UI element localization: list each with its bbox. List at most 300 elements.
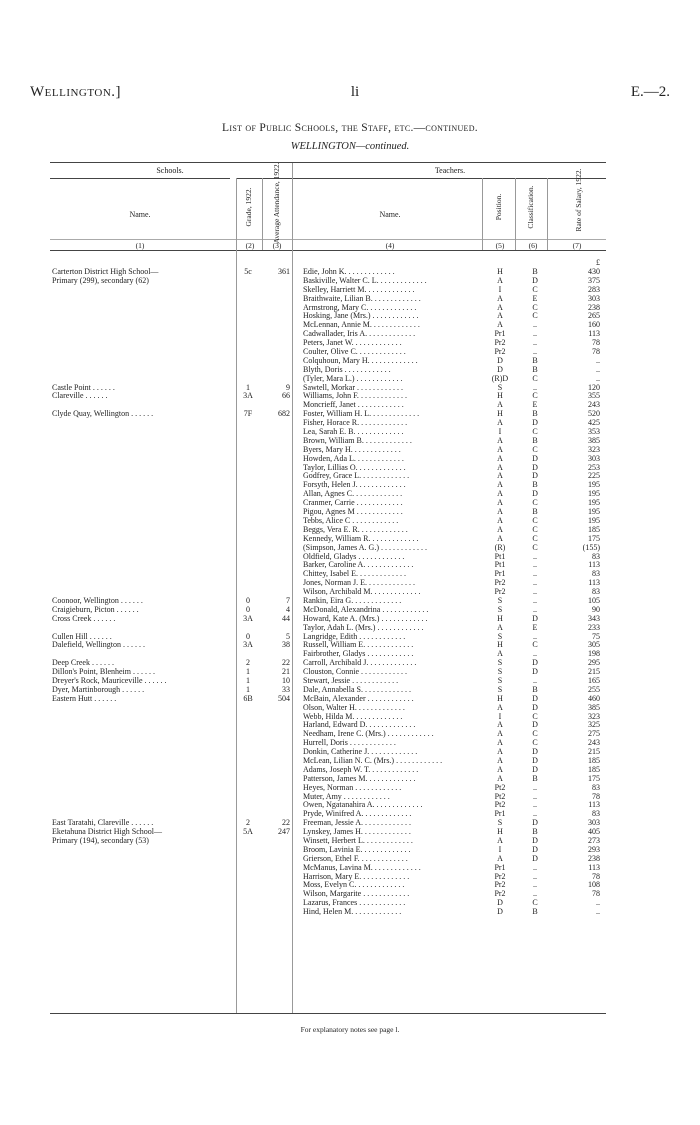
- teacher-salary: 355: [588, 391, 600, 401]
- teacher-name: Lazarus, Frances . .: [303, 899, 483, 908]
- header-school-name: Name.: [129, 210, 151, 219]
- teacher-position: A: [497, 702, 503, 712]
- teacher-position: A: [497, 755, 503, 765]
- header-schools: Schools.: [156, 166, 184, 175]
- teacher-position: A: [497, 462, 503, 472]
- teacher-salary: 195: [588, 498, 600, 508]
- teacher-name: Jones, Norman J. E. . .: [303, 579, 483, 588]
- teacher-name: Webb, Hilda M. . .: [303, 713, 483, 722]
- teacher-classification: ..: [533, 631, 537, 641]
- teacher-position: A: [497, 293, 503, 303]
- teacher-classification: B: [532, 684, 538, 694]
- teacher-name: Moss, Evelyn C. . .: [303, 881, 483, 890]
- school-grade: 0: [246, 631, 250, 641]
- teacher-classification: D: [532, 471, 538, 481]
- school-grade: 3A: [243, 613, 253, 623]
- teacher-name: Donkin, Catherine J. . .: [303, 748, 483, 757]
- teacher-name: Hurrell, Doris . .: [303, 739, 483, 748]
- teacher-salary: 185: [588, 764, 600, 774]
- teacher-position: Pr1: [494, 569, 506, 579]
- school-grade: 7F: [243, 409, 253, 419]
- rule-header-bottom: [50, 250, 606, 251]
- teacher-classification: D: [532, 755, 538, 765]
- teacher-name: Grierson, Ethel F. . .: [303, 855, 483, 864]
- teacher-salary: ..: [596, 907, 600, 917]
- teacher-classification: D: [532, 658, 538, 668]
- teacher-position: I: [498, 844, 502, 854]
- table-row: [0, 357, 700, 366]
- teacher-position: (R): [494, 542, 506, 552]
- average-attendance: 22: [282, 818, 290, 828]
- teacher-name: Hosking, Jane (Mrs.) . .: [303, 312, 483, 321]
- teacher-position: S: [497, 382, 503, 392]
- teacher-position: A: [497, 489, 503, 499]
- teacher-salary: 113: [588, 560, 600, 570]
- teacher-position: Pr2: [494, 889, 506, 899]
- teacher-name: Olson, Walter H. . .: [303, 704, 483, 713]
- teacher-salary: 195: [588, 480, 600, 490]
- teacher-salary: (155): [582, 542, 600, 552]
- teacher-salary: 165: [588, 675, 600, 685]
- average-attendance: 9: [286, 382, 290, 392]
- teacher-name: Pigou, Agnes M . .: [303, 508, 483, 517]
- teacher-salary: ..: [596, 364, 600, 374]
- teacher-name: Brown, William B. . .: [303, 437, 483, 446]
- teacher-name: Dale, Annabella S. . .: [303, 686, 483, 695]
- teacher-name: Muter, Amy . .: [303, 793, 483, 802]
- teacher-position: I: [498, 427, 502, 437]
- school-grade: 1: [246, 675, 250, 685]
- teacher-name: Barker, Caroline A. . .: [303, 561, 483, 570]
- teacher-classification: B: [532, 435, 538, 445]
- school-grade: 2: [246, 818, 250, 828]
- teacher-classification: ..: [533, 889, 537, 899]
- teacher-position: H: [497, 827, 503, 837]
- teacher-position: S: [497, 675, 503, 685]
- average-attendance: 247: [278, 827, 290, 837]
- teacher-classification: ..: [533, 569, 537, 579]
- table-row: [0, 908, 700, 917]
- teacher-classification: ..: [533, 880, 537, 890]
- teacher-name: Lea, Sarah E. B. . .: [303, 428, 483, 437]
- teacher-position: A: [497, 400, 503, 410]
- teacher-name: McBain, Alexander . .: [303, 695, 483, 704]
- running-header-left: Wellington.]: [30, 84, 122, 100]
- teacher-name: Sawtell, Morkar . .: [303, 384, 483, 393]
- teacher-name: Oldfield, Gladys . .: [303, 553, 483, 562]
- teacher-position: A: [497, 836, 503, 845]
- teacher-salary: 425: [588, 418, 600, 428]
- teacher-position: A: [497, 275, 503, 285]
- school-name: Cullen Hill . .: [52, 633, 230, 642]
- teacher-name: Pryde, Winifred A. . .: [303, 810, 483, 819]
- teacher-salary: 185: [588, 524, 600, 534]
- col-number-5: (5): [495, 241, 505, 250]
- teacher-classification: C: [532, 542, 538, 552]
- teacher-classification: D: [532, 453, 538, 463]
- teacher-name: Adams, Joseph W. T. . .: [303, 766, 483, 775]
- teacher-classification: D: [532, 764, 538, 774]
- average-attendance: 21: [282, 667, 290, 677]
- teacher-salary: 113: [588, 800, 600, 810]
- teacher-classification: C: [532, 427, 538, 437]
- teacher-name: Needham, Irene C. (Mrs.) . .: [303, 730, 483, 739]
- teacher-salary: 175: [588, 533, 600, 543]
- average-attendance: 33: [282, 684, 290, 694]
- teacher-classification: D: [532, 613, 538, 623]
- school-name: Coonoor, Wellington . .: [52, 597, 230, 606]
- teacher-classification: C: [532, 444, 538, 454]
- teacher-salary: 460: [588, 693, 600, 703]
- average-attendance: 38: [282, 640, 290, 650]
- teacher-classification: D: [532, 489, 538, 499]
- teacher-position: Pr2: [494, 587, 506, 597]
- teacher-classification: ..: [533, 809, 537, 819]
- teacher-position: H: [497, 409, 503, 419]
- table-row: [0, 366, 700, 375]
- teacher-classification: D: [532, 667, 538, 677]
- teacher-position: H: [497, 640, 503, 650]
- teacher-salary: 113: [588, 329, 600, 339]
- teacher-name: Taylor, Lillias O. . .: [303, 464, 483, 473]
- teacher-position: H: [497, 391, 503, 401]
- col-number-7: (7): [572, 241, 582, 250]
- teacher-salary: 343: [588, 613, 600, 623]
- teacher-salary: 83: [592, 569, 600, 579]
- teacher-classification: ..: [533, 320, 537, 330]
- teacher-position: A: [497, 320, 503, 330]
- teacher-name: Harrison, Mary E. . .: [303, 873, 483, 882]
- teacher-name: Owen, Ngatanahira A. . .: [303, 801, 483, 810]
- teacher-name: Carroll, Archibald J. . .: [303, 659, 483, 668]
- teacher-position: A: [497, 524, 503, 534]
- average-attendance: 4: [286, 604, 290, 614]
- teacher-name: Winsett, Herbert L. . .: [303, 837, 483, 846]
- school-name: Cross Creek . .: [52, 615, 230, 624]
- teacher-position: A: [497, 435, 503, 445]
- teacher-name: Freeman, Jessie A. . .: [303, 819, 483, 828]
- teacher-salary: 238: [588, 302, 600, 312]
- teacher-name: Heyes, Norman . .: [303, 784, 483, 793]
- currency-symbol: £: [596, 258, 600, 267]
- teacher-salary: 233: [588, 622, 600, 632]
- teacher-classification: ..: [533, 871, 537, 881]
- teacher-salary: 78: [592, 871, 600, 881]
- teacher-name: Edie, John K. . .: [303, 268, 483, 277]
- teacher-position: A: [497, 729, 503, 739]
- school-grade: 1: [246, 684, 250, 694]
- teacher-name: McDonald, Alexandrina . .: [303, 606, 483, 615]
- teacher-name: (Tyler, Mara L.) . .: [303, 375, 483, 384]
- school-name: Clareville . .: [52, 392, 230, 401]
- teacher-name: Godfrey, Grace L. . .: [303, 472, 483, 481]
- teacher-classification: ..: [533, 578, 537, 588]
- teacher-salary: 520: [588, 409, 600, 419]
- teacher-name: Williams, John F. . .: [303, 392, 483, 401]
- teacher-salary: 78: [592, 791, 600, 801]
- table-row: [0, 890, 700, 899]
- teacher-position: A: [497, 418, 503, 428]
- school-grade: 6B: [243, 693, 253, 703]
- school-name: Primary (194), secondary (53): [52, 837, 149, 845]
- teacher-position: A: [497, 480, 503, 490]
- school-name: Deep Creek . .: [52, 659, 230, 668]
- footnote: For explanatory notes see page l.: [300, 1025, 400, 1034]
- teacher-name: Braithwaite, Lilian B. . .: [303, 295, 483, 304]
- teacher-salary: 83: [592, 782, 600, 792]
- teacher-position: H: [497, 693, 503, 703]
- school-name: Dillon's Point, Blenheim . .: [52, 668, 230, 677]
- teacher-position: A: [497, 444, 503, 454]
- teacher-position: A: [497, 764, 503, 774]
- teacher-position: A: [497, 773, 503, 783]
- teacher-name: Baskiville, Walter C. L. . .: [303, 277, 483, 286]
- teacher-salary: 295: [588, 658, 600, 668]
- teacher-salary: 238: [588, 853, 600, 863]
- teacher-position: Pr2: [494, 578, 506, 588]
- teacher-position: Pt2: [494, 800, 506, 810]
- teacher-classification: ..: [533, 587, 537, 597]
- teacher-classification: ..: [533, 649, 537, 659]
- school-grade: 1: [246, 382, 250, 392]
- teacher-name: Wilson, Margarite . .: [303, 890, 483, 899]
- teacher-salary: 323: [588, 444, 600, 454]
- teacher-position: D: [497, 355, 503, 365]
- teacher-name: Howden, Ada L. . .: [303, 455, 483, 464]
- teacher-classification: ..: [533, 791, 537, 801]
- teacher-position: Pr1: [494, 862, 506, 872]
- school-name: Carterton District High School—: [52, 268, 159, 276]
- teacher-salary: 90: [592, 604, 600, 614]
- teacher-position: S: [497, 595, 503, 605]
- header-teachers: Teachers.: [434, 166, 466, 175]
- teacher-classification: B: [532, 507, 538, 517]
- table-row: [0, 348, 700, 357]
- teacher-position: Pt2: [494, 791, 506, 801]
- teacher-classification: D: [532, 844, 538, 854]
- teacher-name: Cranmer, Carrie . .: [303, 499, 483, 508]
- teacher-position: A: [497, 515, 503, 525]
- header-classification: Classification.: [526, 185, 535, 229]
- teacher-classification: C: [532, 498, 538, 508]
- teacher-position: A: [497, 471, 503, 481]
- teacher-classification: ..: [533, 338, 537, 348]
- col-divider-4: [482, 178, 483, 250]
- teacher-position: Pr2: [494, 880, 506, 890]
- teacher-name: Patterson, James M. . .: [303, 775, 483, 784]
- teacher-name: Foster, William H. L. . .: [303, 410, 483, 419]
- teacher-classification: ..: [533, 551, 537, 561]
- teacher-classification: C: [532, 515, 538, 525]
- teacher-salary: 185: [588, 755, 600, 765]
- school-name: Castle Point . .: [52, 384, 230, 393]
- teacher-position: Pt1: [494, 551, 506, 561]
- teacher-salary: 78: [592, 347, 600, 357]
- teacher-name: McManus, Lavina M. . .: [303, 864, 483, 873]
- teacher-position: S: [497, 667, 503, 677]
- teacher-name: Moncrieff, Janet . .: [303, 401, 483, 410]
- teacher-salary: 215: [588, 747, 600, 757]
- teacher-name: Clouston, Connie . .: [303, 668, 483, 677]
- teacher-position: A: [497, 311, 503, 321]
- teacher-salary: 75: [592, 631, 600, 641]
- teacher-classification: ..: [533, 329, 537, 339]
- teacher-classification: B: [532, 267, 538, 276]
- teacher-name: Hind, Helen M. . .: [303, 908, 483, 917]
- teacher-classification: D: [532, 836, 538, 845]
- teacher-classification: D: [532, 720, 538, 730]
- teacher-position: A: [497, 302, 503, 312]
- school-grade: 3A: [243, 391, 253, 401]
- page-number: li: [350, 84, 360, 100]
- teacher-salary: 305: [588, 640, 600, 650]
- teacher-salary: ..: [596, 898, 600, 908]
- teacher-position: (R)D: [491, 373, 509, 383]
- col-number-6: (6): [528, 241, 538, 250]
- teacher-salary: 303: [588, 293, 600, 303]
- teacher-position: Pr2: [494, 871, 506, 881]
- average-attendance: 504: [278, 693, 290, 703]
- teacher-name: Fairbrother, Gladys . .: [303, 650, 483, 659]
- teacher-salary: 160: [588, 320, 600, 330]
- teacher-position: S: [497, 684, 503, 694]
- school-grade: 5A: [243, 827, 253, 837]
- teacher-salary: 243: [588, 738, 600, 748]
- header-position: Position.: [494, 193, 503, 221]
- teacher-position: A: [497, 738, 503, 748]
- teacher-classification: ..: [533, 800, 537, 810]
- teacher-name: Coulter, Olive C. . .: [303, 348, 483, 357]
- teacher-classification: B: [532, 480, 538, 490]
- teacher-salary: 113: [588, 578, 600, 588]
- teacher-classification: B: [532, 409, 538, 419]
- teacher-position: Pr2: [494, 338, 506, 348]
- teacher-position: A: [497, 649, 503, 659]
- school-name: Clyde Quay, Wellington . .: [52, 410, 230, 419]
- teacher-salary: 303: [588, 818, 600, 828]
- teacher-salary: ..: [596, 355, 600, 365]
- school-grade: 1: [246, 667, 250, 677]
- teacher-name: Wilson, Archibald M. . .: [303, 588, 483, 597]
- teacher-classification: D: [532, 693, 538, 703]
- page-title: List of Public Schools, the Staff, etc.—continued.: [222, 122, 478, 134]
- teacher-name: Skelley, Harriett M. . .: [303, 286, 483, 295]
- teacher-name: Rankin, Eira G. . .: [303, 597, 483, 606]
- col-number-2: (2): [245, 241, 255, 250]
- teacher-salary: 108: [588, 880, 600, 890]
- teacher-position: A: [497, 533, 503, 543]
- teacher-classification: ..: [533, 560, 537, 570]
- teacher-position: A: [497, 507, 503, 517]
- col-number-4: (4): [385, 241, 395, 250]
- teacher-classification: C: [532, 533, 538, 543]
- teacher-name: Kennedy, William R. . .: [303, 535, 483, 544]
- teacher-position: S: [497, 631, 503, 641]
- teacher-salary: 78: [592, 338, 600, 348]
- teacher-salary: 113: [588, 862, 600, 872]
- teacher-salary: 325: [588, 720, 600, 730]
- average-attendance: 10: [282, 675, 290, 685]
- teacher-position: Pt2: [494, 782, 506, 792]
- teacher-classification: ..: [533, 862, 537, 872]
- teacher-name: Stewart, Jessie . .: [303, 677, 483, 686]
- teacher-position: A: [497, 453, 503, 463]
- rule-table-bottom: [50, 1013, 606, 1014]
- teacher-salary: 253: [588, 462, 600, 472]
- teacher-salary: 353: [588, 427, 600, 437]
- teacher-classification: C: [532, 284, 538, 294]
- teacher-classification: ..: [533, 675, 537, 685]
- teacher-name: McLennan, Annie M. . .: [303, 321, 483, 330]
- teacher-position: D: [497, 907, 503, 917]
- teacher-salary: 265: [588, 311, 600, 321]
- teacher-classification: B: [532, 827, 538, 837]
- teacher-classification: C: [532, 711, 538, 721]
- teacher-salary: 195: [588, 515, 600, 525]
- teacher-position: H: [497, 613, 503, 623]
- teacher-name: Beggs, Vera E. R. . .: [303, 526, 483, 535]
- header-salary: Rate of Salary, 1922.: [574, 168, 583, 232]
- average-attendance: 22: [282, 658, 290, 668]
- teacher-classification: D: [532, 818, 538, 828]
- teacher-classification: D: [532, 275, 538, 285]
- teacher-classification: D: [532, 747, 538, 757]
- teacher-salary: 175: [588, 773, 600, 783]
- teacher-classification: D: [532, 702, 538, 712]
- col-divider-2: [262, 178, 263, 250]
- school-name: Dalefield, Wellington . .: [52, 641, 230, 650]
- teacher-position: H: [497, 267, 503, 276]
- teacher-position: A: [497, 720, 503, 730]
- teacher-salary: 83: [592, 587, 600, 597]
- teacher-classification: ..: [533, 604, 537, 614]
- teacher-classification: E: [532, 622, 538, 632]
- teacher-salary: ..: [596, 373, 600, 383]
- teacher-classification: C: [532, 738, 538, 748]
- average-attendance: 44: [282, 613, 290, 623]
- teacher-salary: 243: [588, 400, 600, 410]
- teacher-name: Colquhoun, Mary H. . .: [303, 357, 483, 366]
- teacher-classification: C: [532, 729, 538, 739]
- teacher-classification: D: [532, 462, 538, 472]
- teacher-name: Howard, Kate A. (Mrs.) . .: [303, 615, 483, 624]
- teacher-position: I: [498, 284, 502, 294]
- teacher-name: Langridge, Edith . .: [303, 633, 483, 642]
- teacher-position: Pr1: [494, 329, 506, 339]
- teacher-position: S: [497, 818, 503, 828]
- teacher-classification: D: [532, 853, 538, 863]
- rule-schools: [50, 178, 230, 179]
- teacher-classification: B: [532, 907, 538, 917]
- teacher-salary: 225: [588, 471, 600, 481]
- teacher-position: D: [497, 364, 503, 374]
- teacher-classification: E: [532, 400, 538, 410]
- table-body: [0, 268, 700, 917]
- school-name: Craigieburn, Picton . .: [52, 606, 230, 615]
- teacher-name: Broom, Lavinia E. . .: [303, 846, 483, 855]
- teacher-classification: ..: [533, 782, 537, 792]
- teacher-name: Taylor, Adah L. (Mrs.) . .: [303, 624, 483, 633]
- teacher-salary: 273: [588, 836, 600, 845]
- teacher-salary: 78: [592, 889, 600, 899]
- teacher-salary: 83: [592, 809, 600, 819]
- teacher-classification: E: [532, 293, 538, 303]
- table-row: [0, 899, 700, 908]
- teacher-classification: ..: [533, 595, 537, 605]
- teacher-classification: B: [532, 364, 538, 374]
- average-attendance: 5: [286, 631, 290, 641]
- teacher-name: Allan, Agnes C. . .: [303, 490, 483, 499]
